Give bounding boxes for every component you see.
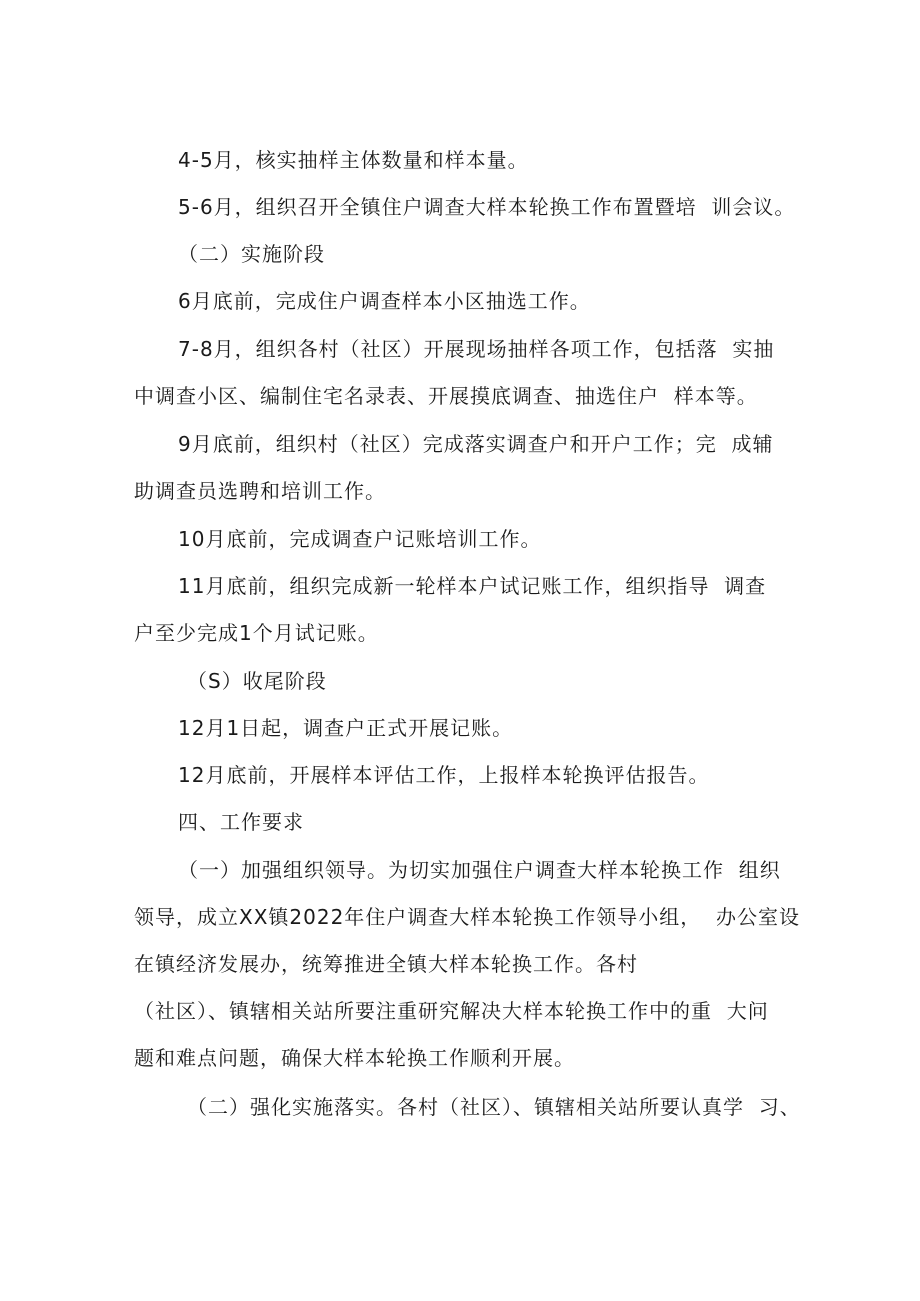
text-line: 7-8月，组织各村（社区）开展现场抽样各项工作，包括落 实抽 (178, 337, 775, 361)
text-line: 9月底前，组织村（社区）完成落实调查户和开户工作；完 成辅 (178, 432, 774, 456)
text-line: （二）强化实施落实。各村（社区）、镇辖相关站所要认真学 习、 (187, 1095, 801, 1119)
text-line: 助调查员选聘和培训工作。 (134, 479, 386, 503)
text-line: 12月1日起，调查户正式开展记账。 (178, 716, 514, 740)
text-line: 4-5月，核实抽样主体数量和样本量。 (178, 148, 529, 172)
section-heading: （二）实施阶段 (178, 242, 325, 266)
text-line: （一）加强组织领导。为切实加强住户调查大样本轮换工作 组织 (178, 858, 781, 882)
text-line: 题和难点问题，确保大样本轮换工作顺利开展。 (134, 1046, 575, 1070)
text-line: 10月底前，完成调查户记账培训工作。 (178, 527, 542, 551)
text-line: 领导，成立XX镇2022年住户调查大样本轮换工作领导小组， 办公室设 (134, 905, 801, 929)
text-line: （社区）、镇辖相关站所要注重研究解决大样本轮换工作中的重 大问 (134, 999, 769, 1023)
text-line: 11月底前，组织完成新一轮样本户试记账工作，组织指导 调查 (178, 574, 767, 598)
text-line: 户至少完成1个月试记账。 (134, 621, 379, 645)
text-line: 12月底前，开展样本评估工作，上报样本轮换评估报告。 (178, 763, 710, 787)
section-heading: 四、工作要求 (178, 810, 304, 834)
section-heading: （S）收尾阶段 (187, 669, 327, 693)
text-line: 中调查小区、编制住宅名录表、开展摸底调查、抽选住户 样本等。 (134, 384, 758, 408)
text-line: 5-6月，组织召开全镇住户调查大样本轮换工作布置暨培 训会议。 (178, 195, 796, 219)
text-line: 6月底前，完成住户调查样本小区抽选工作。 (178, 289, 591, 313)
text-line: 在镇经济发展办，统筹推进全镇大样本轮换工作。各村 (134, 952, 638, 976)
